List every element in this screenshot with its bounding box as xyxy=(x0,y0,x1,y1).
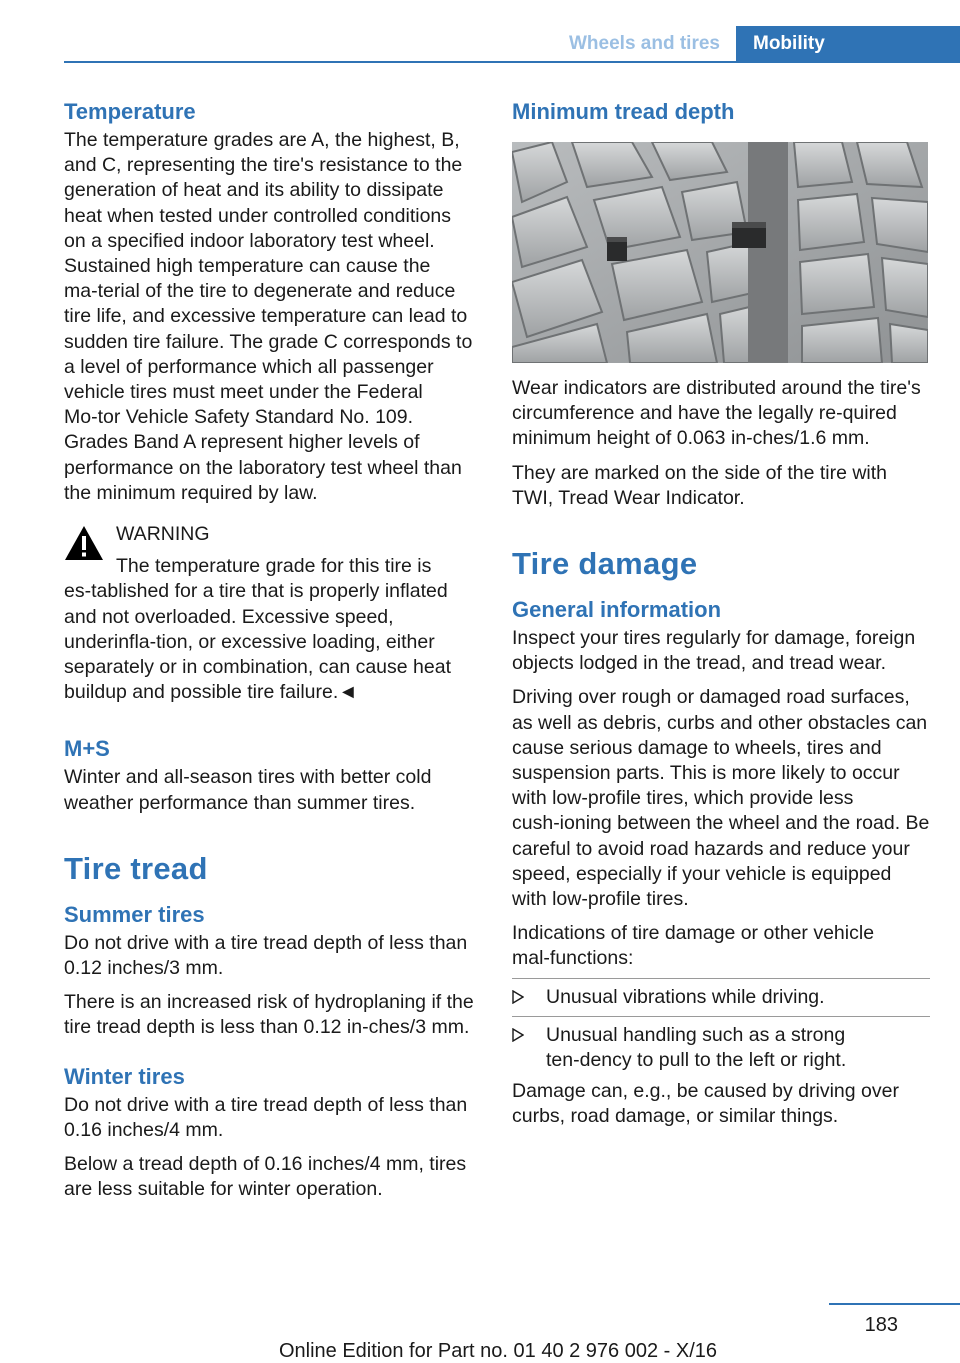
tread-wear-indicator-image xyxy=(512,142,928,363)
header-section-title: Wheels and tires xyxy=(569,33,720,54)
ms-heading: M+S xyxy=(64,736,110,762)
summer-paragraph-2: There is an increased risk of hydroplaning if the tire tread depth is less than 0.12 in‑ches/3 mm. xyxy=(64,991,474,1039)
winter-paragraph-2: Below a tread depth of 0.16 inches/4 mm, tires are less suitable for winter operation. xyxy=(64,1153,467,1201)
page-number-rule xyxy=(829,1303,960,1305)
triangle-bullet-icon xyxy=(512,990,524,1004)
list-item-text: Unusual vibrations while driving. xyxy=(546,985,825,1008)
min-tread-heading: Minimum tread depth xyxy=(512,99,735,124)
list-item xyxy=(512,985,930,1010)
summer-tires-heading: Summer tires xyxy=(64,901,205,927)
warning-title: WARNING xyxy=(116,523,210,546)
min-tread-paragraph-1: Wear indicators are distributed around the tire's circumference and have the legally re‑quired minimum height of 0.063 in‑ches/1.6 mm. xyxy=(512,377,921,450)
tire-damage-heading: Tire damage xyxy=(512,546,698,582)
page-number: 183 xyxy=(864,1314,898,1336)
right-column xyxy=(512,98,930,1130)
triangle-bullet-icon xyxy=(512,1028,524,1042)
list-divider xyxy=(512,978,930,979)
ms-paragraph: Winter and all-season tires with better cold weather performance than summer tires. xyxy=(64,766,432,814)
general-paragraph-4: Damage can, e.g., be caused by driving over curbs, road damage, or similar things. xyxy=(512,1080,899,1128)
header-chapter-tab: Mobility xyxy=(736,26,960,61)
winter-tires-heading: Winter tires xyxy=(64,1063,185,1089)
list-item xyxy=(512,1023,930,1073)
general-paragraph-1: Inspect your tires regularly for damage, foreign objects lodged in the tread, and tread wear. xyxy=(512,627,916,675)
general-paragraph-2: Driving over rough or damaged road surfaces, as well as debris, curbs and other obstacles can cause serious damage to wheels, tires and suspension parts. This is more likely to occur with low-profile tires, which provide less cush‑ioning between the wheel and the road. Be careful to avoid road hazards and reduce your speed, especially if your vehicle is equipped with low-profile tires. xyxy=(512,686,930,911)
list-item-text: Unusual handling such as a strong ten‑dency to pull to the left or right. xyxy=(546,1023,847,1072)
tire-tread-heading: Tire tread xyxy=(64,850,208,886)
general-information-heading: General information xyxy=(512,597,722,623)
left-column xyxy=(64,98,478,1203)
temperature-paragraph: The temperature grades are A, the highest, B, and C, representing the tire's resistance to the generation of heat and its ability to dissipate heat when tested under controlled conditions on a specified indoor laboratory test wheel. Sustained high temperature can cause the ma‑terial of the tire to degenerate and reduce tire life, and excessive temperature can lead to sudden tire failure. The grade C corresponds to a level of performance which all passenger vehicle tires must meet under the Federal Mo‑tor Vehicle Safety Standard No. 109. Grades Band A represent higher levels of performance on the laboratory test wheel than the minimum required by law. xyxy=(64,129,473,504)
min-tread-paragraph-2: They are marked on the side of the tire with TWI, Tread Wear Indicator. xyxy=(512,461,888,509)
warning-triangle-icon xyxy=(64,525,104,561)
warning-box xyxy=(64,522,478,705)
general-paragraph-3: Indications of tire damage or other vehicle mal‑functions: xyxy=(512,922,875,970)
warning-text: The temperature grade for this tire is es‑tablished for a tire that is properly inflated and not overloaded. Excessive speed, underinfla‑tion, or excessive loading, either separately or in combination, can cause heat buildup and possible tire failure.◄ xyxy=(64,555,451,704)
edition-footer: Online Edition for Part no. 01 40 2 976 002 - X/16 xyxy=(278,1340,718,1362)
temperature-heading: Temperature xyxy=(64,99,196,124)
list-divider xyxy=(512,1016,930,1017)
summer-paragraph-1: Do not drive with a tire tread depth of less than 0.12 inches/3 mm. xyxy=(64,931,468,980)
header-rule xyxy=(64,61,960,63)
winter-paragraph-1: Do not drive with a tire tread depth of less than 0.16 inches/4 mm. xyxy=(64,1093,468,1141)
